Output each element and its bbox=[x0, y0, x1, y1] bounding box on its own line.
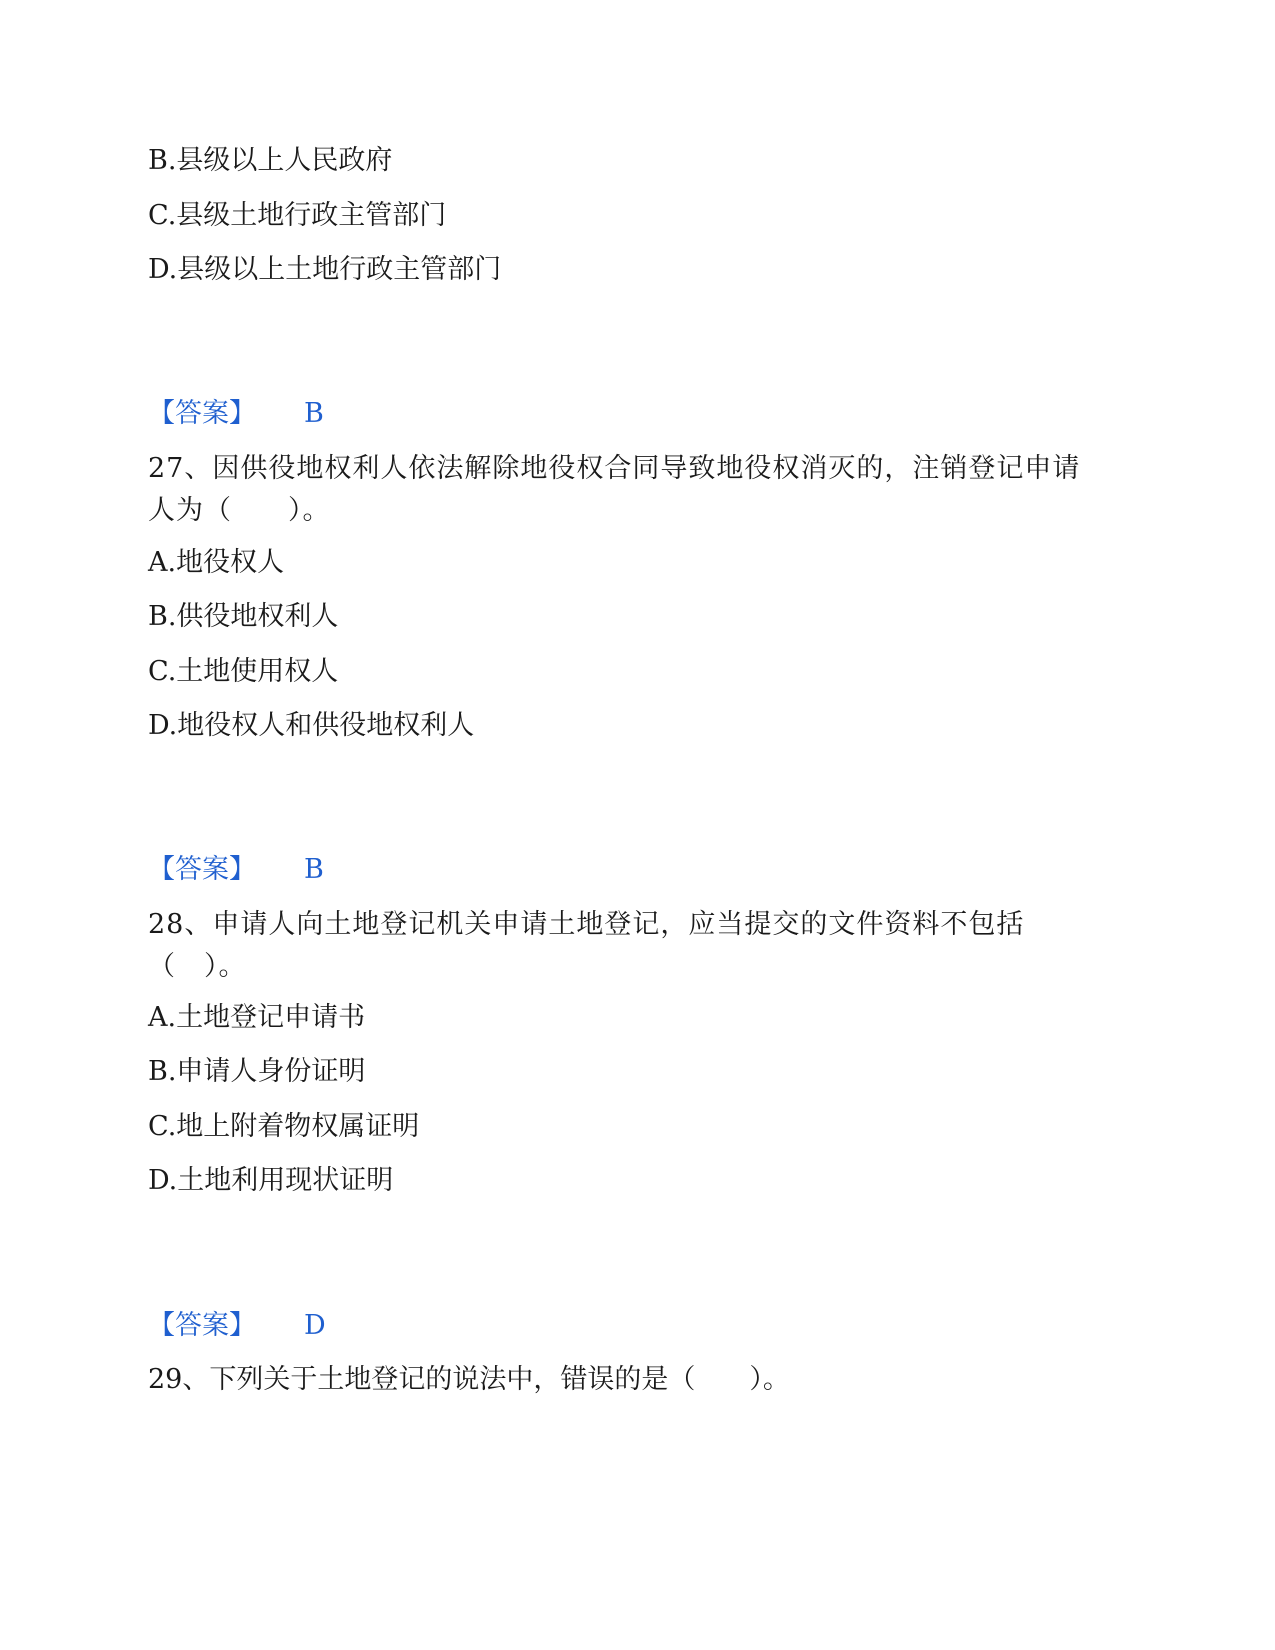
answer-value: B bbox=[304, 854, 324, 885]
q28-question-text: 28、申请人向土地登记机关申请土地登记，应当提交的文件资料不包括（ ）。 bbox=[148, 909, 1025, 982]
q27-answer bbox=[148, 852, 324, 888]
q28-answer bbox=[148, 1308, 326, 1344]
q28-option-c: C.地上附着物权属证明 bbox=[148, 1111, 420, 1142]
q28-option-d: D.土地利用现状证明 bbox=[148, 1165, 394, 1196]
q26-option-d: D.县级以上土地行政主管部门 bbox=[148, 254, 502, 285]
answer-label: 【答案】 bbox=[148, 1310, 256, 1341]
q28-option-a: A.土地登记申请书 bbox=[148, 1002, 366, 1033]
q27-option-d: D.地役权人和供役地权利人 bbox=[148, 710, 475, 741]
q28-option-b: B.申请人身份证明 bbox=[148, 1056, 366, 1087]
q26-option-b: B.县级以上人民政府 bbox=[148, 145, 393, 176]
q29-question-text: 29、下列关于土地登记的说法中，错误的是（ ）。 bbox=[148, 1364, 790, 1395]
q27-option-c: C.土地使用权人 bbox=[148, 656, 339, 687]
q27-option-b: B.供役地权利人 bbox=[148, 601, 339, 632]
q26-option-c: C.县级土地行政主管部门 bbox=[148, 200, 447, 231]
answer-value: D bbox=[304, 1310, 326, 1341]
answer-value: B bbox=[304, 398, 324, 429]
q27-option-a: A.地役权人 bbox=[148, 547, 285, 578]
q27-question-text: 27、因供役地权利人依法解除地役权合同导致地役权消灭的，注销登记申请人为（ ）。 bbox=[148, 453, 1081, 526]
answer-label: 【答案】 bbox=[148, 398, 256, 429]
q26-answer bbox=[148, 396, 324, 432]
answer-label: 【答案】 bbox=[148, 854, 256, 885]
